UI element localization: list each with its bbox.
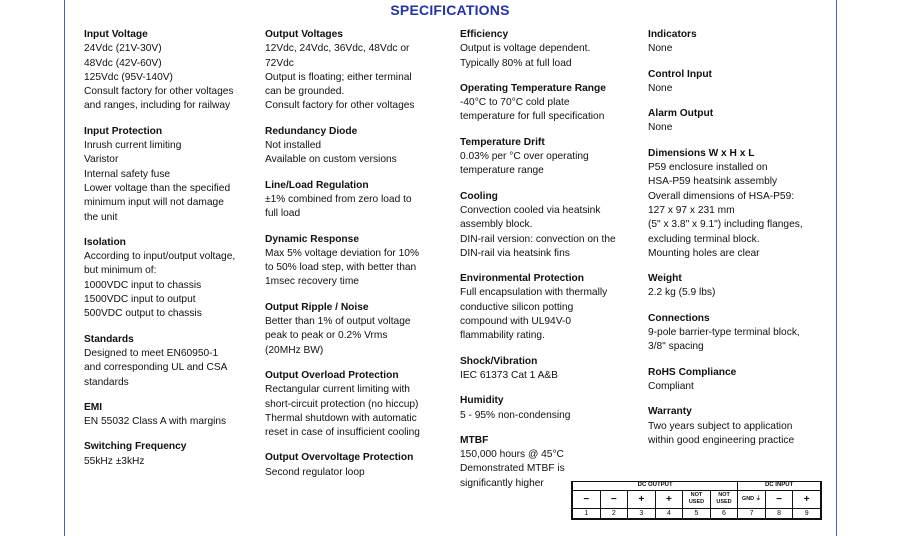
spec-section bbox=[265, 179, 445, 222]
spec-line: 72Vdc bbox=[265, 57, 294, 69]
terminal-number-9: 9 bbox=[793, 509, 821, 519]
spec-line: 9-pole barrier-type terminal block, bbox=[648, 327, 800, 339]
spec-line: Mounting holes are clear bbox=[648, 247, 760, 259]
spec-section bbox=[460, 28, 638, 71]
terminal-symbol-8: − bbox=[765, 490, 793, 509]
spec-section bbox=[84, 333, 254, 390]
spec-section bbox=[460, 394, 638, 423]
dc-input-label: DC INPUT bbox=[738, 482, 821, 490]
spec-heading: Redundancy Diode bbox=[265, 125, 358, 137]
spec-line: Consult factory for other voltages bbox=[265, 100, 415, 112]
terminal-symbol-1: − bbox=[573, 490, 601, 509]
spec-line: ±1% combined from zero load to bbox=[265, 193, 412, 205]
spec-line: Available on custom versions bbox=[265, 154, 397, 166]
spec-heading: Shock/Vibration bbox=[460, 355, 538, 367]
spec-line: compound with UL94V-0 bbox=[460, 316, 571, 328]
terminal-symbol-row bbox=[573, 490, 821, 509]
spec-heading: EMI bbox=[84, 401, 103, 413]
terminal-block-diagram bbox=[571, 481, 822, 520]
spec-section bbox=[265, 125, 445, 168]
spec-line: Better than 1% of output voltage bbox=[265, 316, 411, 328]
terminal-number-row bbox=[573, 509, 821, 519]
terminal-symbol-9: + bbox=[793, 490, 821, 509]
spec-heading: RoHS Compliance bbox=[648, 366, 737, 378]
spec-heading: Humidity bbox=[460, 395, 504, 407]
spec-section bbox=[84, 440, 254, 469]
spec-line: conductive silicon potting bbox=[460, 301, 574, 313]
spec-heading: Isolation bbox=[84, 236, 126, 248]
spec-line: Rectangular current limiting with bbox=[265, 384, 410, 396]
spec-line: -40°C to 70°C cold plate bbox=[460, 97, 570, 109]
spec-line: Output is floating; either terminal bbox=[265, 71, 412, 83]
spec-heading: MTBF bbox=[460, 434, 489, 446]
terminal-symbol-2: − bbox=[600, 490, 628, 509]
spec-line: (5" x 3.8" x 9.1") including flanges, bbox=[648, 219, 803, 231]
spec-line: 500VDC output to chassis bbox=[84, 308, 202, 320]
spec-line: 5 - 95% non-condensing bbox=[460, 409, 571, 421]
spec-line: full load bbox=[265, 208, 301, 220]
spec-line: Max 5% voltage deviation for 10% bbox=[265, 247, 420, 259]
spec-line: 127 x 97 x 231 mm bbox=[648, 204, 735, 216]
spec-line: None bbox=[648, 82, 673, 94]
spec-line: P59 enclosure installed on bbox=[648, 162, 768, 174]
terminal-number-8: 8 bbox=[765, 509, 793, 519]
spec-line: EN 55032 Class A with margins bbox=[84, 416, 227, 428]
terminal-block-table bbox=[572, 482, 821, 519]
spec-line: Two years subject to application bbox=[648, 420, 793, 432]
spec-heading: Input Voltage bbox=[84, 29, 148, 40]
spec-line: 3/8" spacing bbox=[648, 341, 704, 353]
terminal-number-4: 4 bbox=[655, 509, 683, 519]
spec-line: short-circuit protection (no hiccup) bbox=[265, 398, 419, 410]
spec-section bbox=[648, 147, 828, 261]
spec-heading: Dimensions W x H x L bbox=[648, 147, 755, 159]
page-title: SPECIFICATIONS bbox=[390, 2, 510, 18]
spec-line: minimum input will not damage bbox=[84, 197, 224, 209]
spec-line: DIN-rail version: convection on the bbox=[460, 233, 616, 245]
spec-line: 12Vdc, 24Vdc, 36Vdc, 48Vdc or bbox=[265, 43, 410, 55]
spec-line: and ranges, including for railway bbox=[84, 100, 231, 112]
spec-section bbox=[84, 236, 254, 322]
spec-line: the unit bbox=[84, 211, 118, 223]
spec-heading: Standards bbox=[84, 333, 134, 345]
spec-heading: Output Overload Protection bbox=[265, 369, 399, 381]
spec-column-3 bbox=[460, 28, 638, 502]
spec-heading: Alarm Output bbox=[648, 108, 714, 120]
spec-line: temperature for full specification bbox=[460, 111, 605, 123]
spec-line: Second regulator loop bbox=[265, 466, 365, 478]
spec-line: 55kHz ±3kHz bbox=[84, 455, 145, 467]
spec-heading: Environmental Protection bbox=[460, 273, 584, 285]
spec-line: HSA-P59 heatsink assembly bbox=[648, 176, 778, 188]
spec-heading: Temperature Drift bbox=[460, 136, 545, 148]
spec-line: 48Vdc (42V-60V) bbox=[84, 57, 162, 69]
spec-line: Overall dimensions of HSA-P59: bbox=[648, 190, 795, 202]
spec-line: to 50% load step, with better than bbox=[265, 262, 417, 274]
spec-heading: Input Protection bbox=[84, 125, 163, 137]
page-border-right bbox=[836, 0, 837, 536]
spec-section bbox=[648, 272, 828, 301]
spec-line: 1500VDC input to output bbox=[84, 294, 196, 306]
spec-line: 2.2 kg (5.9 lbs) bbox=[648, 287, 716, 299]
terminal-number-3: 3 bbox=[628, 509, 656, 519]
spec-section bbox=[460, 272, 638, 343]
spec-line: excluding terminal block. bbox=[648, 233, 760, 245]
spec-line: 24Vdc (21V-30V) bbox=[84, 43, 162, 55]
spec-section bbox=[460, 355, 638, 384]
spec-section bbox=[648, 28, 828, 57]
spec-heading: Connections bbox=[648, 312, 710, 324]
spec-column-4 bbox=[648, 28, 828, 459]
spec-heading: Indicators bbox=[648, 29, 697, 40]
spec-heading: Weight bbox=[648, 273, 682, 285]
spec-section bbox=[265, 28, 445, 114]
spec-section bbox=[265, 451, 445, 480]
spec-heading: Line/Load Regulation bbox=[265, 179, 369, 191]
spec-heading: Dynamic Response bbox=[265, 233, 359, 245]
dc-output-label: DC OUTPUT bbox=[573, 482, 738, 490]
terminal-symbol-3: + bbox=[628, 490, 656, 509]
spec-heading: Output Overvoltage Protection bbox=[265, 452, 414, 464]
spec-line: Demonstrated MTBF is bbox=[460, 463, 565, 475]
spec-line: None bbox=[648, 122, 673, 134]
spec-line: Designed to meet EN60950-1 bbox=[84, 347, 219, 359]
spec-section bbox=[648, 405, 828, 448]
spec-heading: Cooling bbox=[460, 190, 498, 202]
spec-section bbox=[648, 366, 828, 395]
spec-heading: Efficiency bbox=[460, 29, 509, 40]
spec-line: Typically 80% at full load bbox=[460, 57, 572, 69]
spec-line: Lower voltage than the specified bbox=[84, 182, 231, 194]
spec-line: flammability rating. bbox=[460, 330, 545, 342]
spec-line: DIN-rail via heatsink fins bbox=[460, 247, 570, 259]
terminal-number-2: 2 bbox=[600, 509, 628, 519]
spec-line: 1msec recovery time bbox=[265, 276, 359, 288]
spec-heading: Output Ripple / Noise bbox=[265, 301, 369, 313]
spec-line: reset in case of insufficient cooling bbox=[265, 427, 420, 439]
spec-line: Varistor bbox=[84, 154, 119, 166]
spec-line: 150,000 hours @ 45°C bbox=[460, 449, 564, 461]
spec-column-1 bbox=[84, 28, 254, 480]
spec-section bbox=[648, 312, 828, 355]
terminal-number-5: 5 bbox=[683, 509, 711, 519]
spec-heading: Switching Frequency bbox=[84, 441, 187, 453]
spec-line: temperature range bbox=[460, 165, 544, 177]
spec-line: (20MHz BW) bbox=[265, 344, 324, 356]
spec-line: assembly block. bbox=[460, 219, 533, 231]
spec-line: IEC 61373 Cat 1 A&B bbox=[460, 369, 558, 381]
spec-line: can be grounded. bbox=[265, 86, 345, 98]
spec-section bbox=[265, 369, 445, 440]
terminal-symbol-4: + bbox=[655, 490, 683, 509]
spec-line: Output is voltage dependent. bbox=[460, 43, 591, 55]
spec-column-2 bbox=[265, 28, 445, 491]
spec-heading: Operating Temperature Range bbox=[460, 82, 606, 94]
terminal-number-7: 7 bbox=[738, 509, 766, 519]
terminal-number-6: 6 bbox=[710, 509, 738, 519]
spec-line: Not installed bbox=[265, 140, 322, 152]
spec-heading: Warranty bbox=[648, 406, 692, 418]
spec-section bbox=[648, 107, 828, 136]
spec-section bbox=[84, 125, 254, 225]
spec-line: None bbox=[648, 43, 673, 55]
spec-line: within good engineering practice bbox=[648, 434, 795, 446]
spec-line: 1000VDC input to chassis bbox=[84, 279, 202, 291]
spec-line: Compliant bbox=[648, 380, 694, 392]
terminal-number-1: 1 bbox=[573, 509, 601, 519]
spec-section bbox=[265, 233, 445, 290]
spec-line: peak to peak or 0.2% Vrms bbox=[265, 330, 388, 342]
spec-heading: Output Voltages bbox=[265, 29, 343, 40]
spec-line: Convection cooled via heatsink bbox=[460, 204, 601, 216]
spec-line: According to input/output voltage, bbox=[84, 251, 236, 263]
spec-line: Thermal shutdown with automatic bbox=[265, 412, 417, 424]
spec-section bbox=[460, 136, 638, 179]
spec-line: but minimum of: bbox=[84, 265, 157, 277]
spec-line: Consult factory for other voltages bbox=[84, 86, 234, 98]
page-border-left bbox=[64, 0, 65, 536]
spec-section bbox=[84, 401, 254, 430]
spec-line: standards bbox=[84, 376, 129, 388]
spec-line: 125Vdc (95V-140V) bbox=[84, 71, 173, 83]
spec-line: Internal safety fuse bbox=[84, 168, 171, 180]
spec-line: significantly higher bbox=[460, 477, 544, 489]
spec-line: 0.03% per °C over operating bbox=[460, 151, 589, 163]
spec-line: and corresponding UL and CSA bbox=[84, 362, 228, 374]
terminal-symbol-6: NOT USED bbox=[710, 490, 738, 509]
spec-line: Full encapsulation with thermally bbox=[460, 287, 608, 299]
terminal-symbol-7: GND ⏚ bbox=[738, 490, 766, 509]
spec-section bbox=[648, 68, 828, 97]
terminal-symbol-5: NOT USED bbox=[683, 490, 711, 509]
spec-section bbox=[265, 301, 445, 358]
spec-heading: Control Input bbox=[648, 68, 712, 80]
spec-section bbox=[460, 190, 638, 261]
spec-section bbox=[84, 28, 254, 114]
spec-line: Inrush current limiting bbox=[84, 140, 182, 152]
spec-section bbox=[460, 82, 638, 125]
